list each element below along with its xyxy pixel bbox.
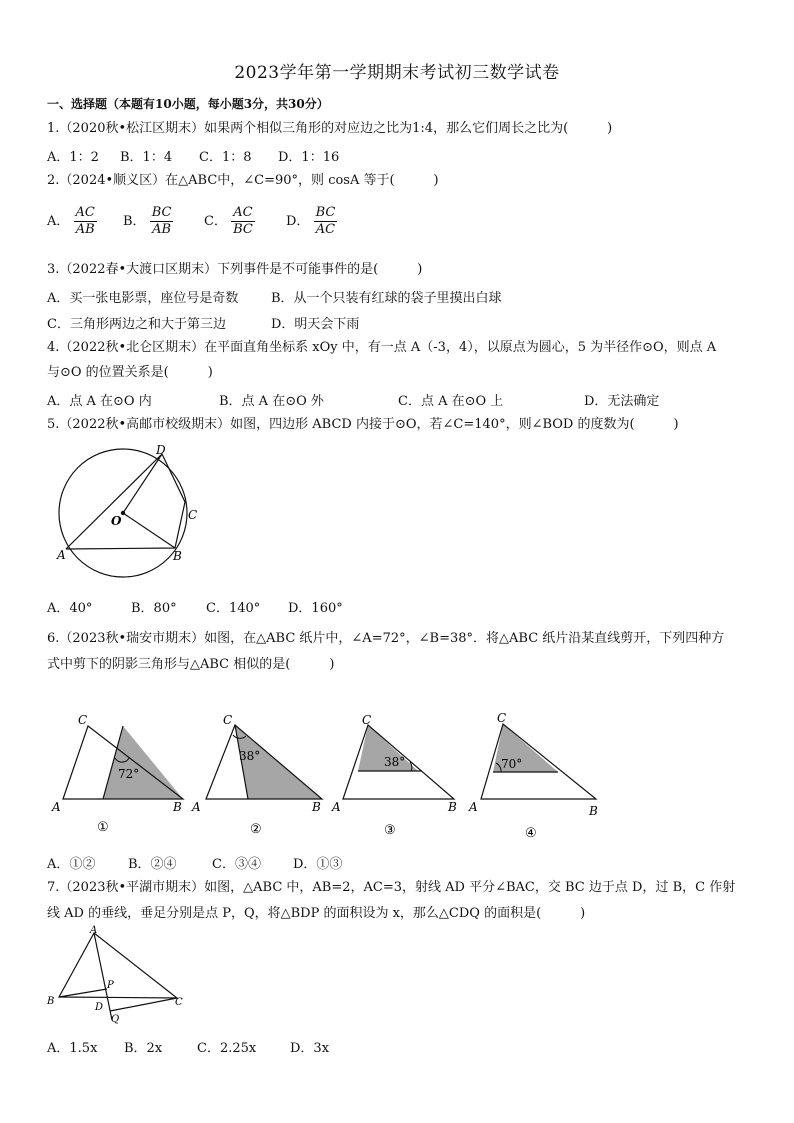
q6-figures	[45, 708, 615, 846]
q2-option-b-fraction	[150, 205, 174, 238]
q5-label-a: A	[57, 548, 66, 562]
q5-label-o: O	[111, 514, 122, 528]
q2-option-a	[47, 205, 97, 238]
q5-quadrilateral	[66, 454, 185, 549]
q6-option-c: C．③④	[212, 857, 261, 872]
q2-option-d	[286, 205, 337, 238]
q6-fig4-label-a: A	[469, 800, 478, 814]
q6-fig4-angle-label: 70°	[501, 757, 523, 771]
q2-option-a-denominator: AB	[75, 222, 95, 237]
q5-center-dot	[121, 511, 125, 515]
q1-option-d: D．1：16	[278, 150, 340, 165]
q7-option-b: B．2x	[124, 1041, 163, 1056]
question-6-stem-line2: 式中剪下的阴影三角形与△ABC 相似的是( )	[47, 657, 335, 672]
q5-option-c: C．140°	[206, 601, 261, 616]
q6-figure-2	[191, 713, 322, 814]
q5-label-b: B	[173, 549, 182, 563]
q6-figure-3	[331, 713, 457, 814]
q6-fig2-mark: ②	[250, 822, 262, 837]
q6-fig3-label-c: C	[362, 713, 372, 727]
section-heading: 一、选择题（本题有10小题，每小题3分，共30分）	[47, 97, 329, 111]
q7-label-c: C	[175, 997, 183, 1008]
q7-triangle-abc	[59, 933, 177, 998]
q2-option-c	[204, 205, 255, 238]
q2-option-c-numerator: AC	[231, 205, 255, 222]
q7-perpendicular-cq	[110, 998, 177, 1011]
q2-option-c-denominator: BC	[233, 222, 253, 237]
q6-fig3-label-b: B	[448, 800, 457, 814]
question-7-stem-line2: 线 AD 的垂线，垂足分别是点 P，Q，将△BDP 的面积设为 x，那么△CDQ 的面积是( )	[47, 906, 586, 921]
q5-circle-figure	[52, 442, 212, 580]
q2-option-d-numerator: BC	[315, 205, 336, 220]
page-title: 2023学年第一学期期末考试初三数学试卷	[234, 63, 560, 83]
question-4-stem-line2: 与⊙O 的位置关系是( )	[47, 365, 213, 380]
q6-fig1-mark: ①	[97, 820, 109, 835]
question-3-stem: 3.（2022春•大渡口区期末）下列事件是不可能事件的是( )	[47, 262, 423, 277]
q5-label-d: D	[156, 443, 166, 457]
question-5-stem: 5.（2022秋•高邮市校级期末）如图，四边形 ABCD 内接于⊙O，若∠C=140°，则∠BOD 的度数为( )	[47, 417, 679, 432]
q6-fig1-angle-label: 72°	[118, 767, 140, 781]
q7-option-c: C．2.25x	[197, 1041, 257, 1056]
q3-option-a: A．买一张电影票，座位号是奇数	[47, 291, 239, 306]
q5-option-b: B．80°	[131, 601, 177, 616]
q7-option-a: A．1.5x	[47, 1041, 98, 1056]
q6-option-b: B．②④	[128, 857, 177, 872]
question-6-stem-line1: 6.（2023秋•瑞安市期末）如图，在△ABC 纸片中，∠A=72°，∠B=38°．将△ABC 纸片沿某直线剪开，下列四种方	[47, 631, 725, 646]
q5-radius-ob	[123, 513, 175, 548]
q5-option-a: A．40°	[47, 601, 93, 616]
q2-option-b-denominator: AB	[152, 222, 172, 237]
q7-label-d: D	[95, 1002, 104, 1013]
question-1-stem: 1.（2020秋•松江区期末）如果两个相似三角形的对应边之比为1:4，那么它们周长之比为( )	[47, 121, 613, 136]
q7-option-d: D．3x	[290, 1041, 330, 1056]
q2-option-c-fraction	[231, 205, 255, 238]
q7-label-p: P	[107, 980, 114, 991]
q2-option-b-letter: B．	[123, 214, 146, 229]
q7-label-b: B	[47, 996, 55, 1007]
q6-fig1-label-c: C	[78, 713, 88, 727]
q2-option-a-letter: A．	[47, 214, 70, 229]
q2-option-a-numerator: AC	[75, 205, 95, 220]
q4-option-c: C．点 A 在⊙O 上	[398, 394, 504, 409]
q6-fig2-label-a: A	[192, 800, 201, 814]
q2-option-d-denominator: AC	[315, 222, 336, 237]
question-4-stem-line1: 4.（2022秋•北仑区期末）在平面直角坐标系 xOy 中，有一点 A（-3，4），以原点为圆心，5 为半径作⊙O，则点 A	[47, 340, 717, 355]
q4-option-b: B．点 A 在⊙O 外	[219, 394, 324, 409]
q4-option-d: D．无法确定	[584, 394, 660, 409]
q3-option-c: C．三角形两边之和大于第三边	[47, 317, 226, 332]
q5-label-c: C	[188, 508, 198, 522]
q1-option-b: B．1：4	[120, 150, 173, 165]
q2-option-b	[123, 205, 173, 238]
q5-option-d: D．160°	[288, 601, 343, 616]
q6-option-d: D．①③	[293, 857, 343, 872]
q6-fig4-mark: ④	[525, 826, 537, 841]
q6-fig4-label-b: B	[589, 804, 598, 818]
q2-option-d-fraction	[314, 205, 338, 238]
q3-option-b: B．从一个只装有红球的袋子里摸出白球	[271, 291, 502, 306]
q7-label-q: Q	[111, 1014, 120, 1025]
q6-option-a: A．①②	[47, 857, 96, 872]
q2-option-d-letter: D．	[286, 214, 310, 229]
q6-fig1-shaded-triangle	[103, 726, 183, 799]
q3-option-d: D．明天会下雨	[271, 317, 360, 332]
question-7-stem-line1: 7.（2023秋•平湖市期末）如图，△ABC 中，AB=2，AC=3，射线 AD 平分∠BAC，交 BC 边于点 D，过 B，C 作射	[47, 880, 736, 895]
q4-option-a: A．点 A 在⊙O 内	[47, 394, 152, 409]
q6-fig3-label-a: A	[332, 800, 341, 814]
q2-option-a-fraction	[74, 205, 97, 238]
q6-fig3-mark: ③	[384, 823, 396, 838]
q6-fig2-angle-label: 38°	[239, 749, 261, 763]
q6-fig2-label-c: C	[223, 713, 233, 727]
q1-option-a: A．1：2	[47, 150, 99, 165]
q6-fig3-angle-label: 38°	[384, 755, 406, 769]
q6-figure-4	[468, 711, 598, 818]
question-2-stem: 2.（2024•顺义区）在△ABC中，∠C=90°，则 cosA 等于( )	[47, 173, 439, 188]
q5-radius-od	[123, 454, 162, 513]
q6-figure-1	[51, 713, 183, 814]
q2-option-c-letter: C．	[204, 214, 227, 229]
q6-fig1-label-b: B	[173, 800, 182, 814]
q7-label-a: A	[90, 925, 98, 936]
q6-fig4-label-c: C	[497, 711, 507, 725]
q1-option-c: C．1：8	[199, 150, 252, 165]
q7-triangle-figure	[44, 923, 194, 1028]
q6-fig1-label-a: A	[52, 800, 61, 814]
q6-fig2-label-b: B	[312, 800, 321, 814]
q7-perpendicular-bp	[59, 989, 107, 997]
q2-option-b-numerator: BC	[151, 205, 172, 220]
